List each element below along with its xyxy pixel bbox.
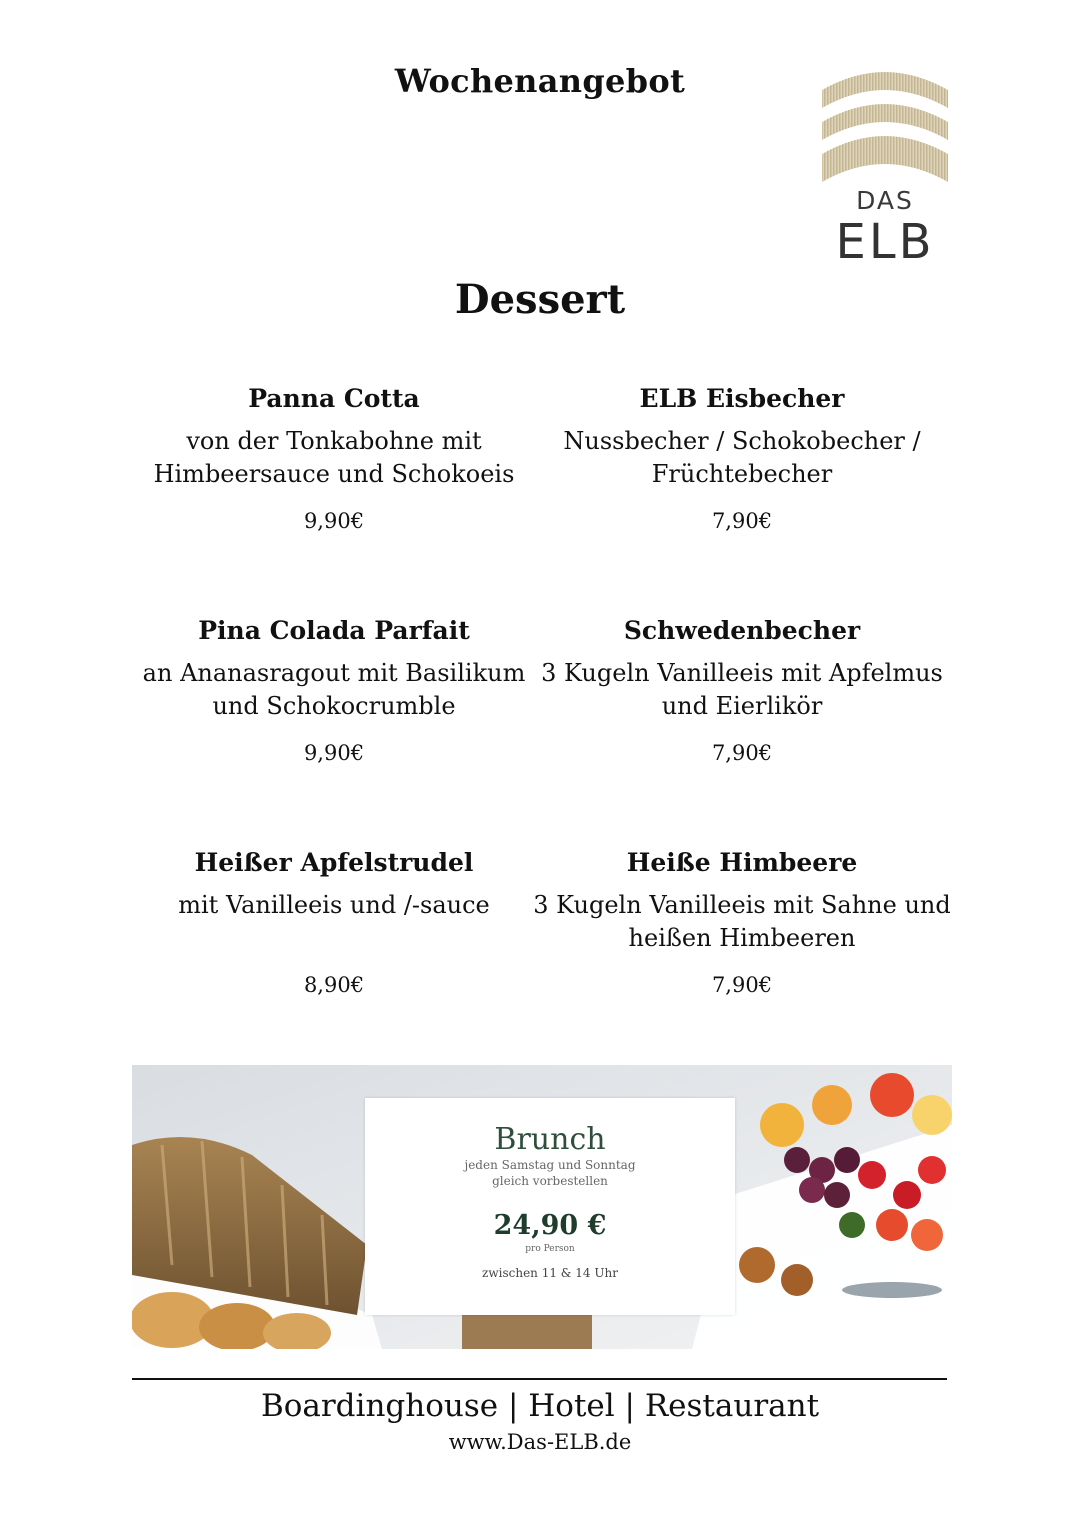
item-description: von der Tonkabohne mit Himbeersauce und Schokoeis bbox=[153, 427, 515, 488]
item-price: 9,90€ bbox=[303, 509, 365, 533]
item-name: Pina Colada Parfait bbox=[198, 616, 470, 645]
brunch-reserve-note: gleich vorbestellen bbox=[492, 1174, 608, 1188]
item-name: Panna Cotta bbox=[248, 384, 420, 413]
logo-das-text: DAS bbox=[856, 186, 914, 215]
footer-divider bbox=[132, 1378, 947, 1380]
das-elb-logo bbox=[818, 62, 952, 272]
logo-elb-text: ELB bbox=[835, 214, 935, 270]
item-description: 3 Kugeln Vanilleeis mit Sahne und heißen Himbeeren bbox=[533, 891, 951, 952]
item-name: Heiße Himbeere bbox=[626, 848, 858, 877]
item-price: 8,90€ bbox=[303, 973, 365, 997]
item-description: Nussbecher / Schokobecher / Früchtebecher bbox=[563, 427, 921, 488]
brunch-days: jeden Samstag und Sonntag bbox=[464, 1158, 636, 1172]
menu-item bbox=[124, 383, 544, 533]
item-name: Heißer Apfelstrudel bbox=[194, 848, 474, 877]
menu-item bbox=[532, 615, 952, 765]
item-description: mit Vanilleeis und /-sauce bbox=[178, 891, 490, 919]
page-title: Wochenangebot bbox=[394, 62, 686, 100]
section-title: Dessert bbox=[454, 276, 626, 323]
menu-item bbox=[124, 847, 544, 997]
brunch-title: Brunch bbox=[494, 1122, 606, 1157]
item-price: 7,90€ bbox=[711, 973, 773, 997]
brunch-info-card bbox=[365, 1098, 735, 1315]
menu-item bbox=[124, 615, 544, 765]
item-description: an Ananasragout mit Basilikum und Schokocrumble bbox=[142, 659, 526, 720]
brunch-per-person: pro Person bbox=[525, 1244, 575, 1254]
item-name: Schwedenbecher bbox=[623, 616, 861, 645]
item-description: 3 Kugeln Vanilleeis mit Apfelmus und Eierlikör bbox=[541, 659, 943, 720]
footer-website-link[interactable]: www.Das-ELB.de bbox=[448, 1430, 632, 1454]
brunch-time: zwischen 11 & 14 Uhr bbox=[482, 1266, 618, 1280]
item-price: 9,90€ bbox=[303, 741, 365, 765]
item-name: ELB Eisbecher bbox=[639, 384, 845, 413]
item-price: 7,90€ bbox=[711, 509, 773, 533]
footer-tagline: Boardinghouse | Hotel | Restaurant bbox=[260, 1388, 820, 1424]
menu-item bbox=[532, 383, 952, 533]
item-price: 7,90€ bbox=[711, 741, 773, 765]
brunch-price: 24,90 € bbox=[493, 1210, 607, 1241]
menu-item bbox=[532, 847, 952, 997]
